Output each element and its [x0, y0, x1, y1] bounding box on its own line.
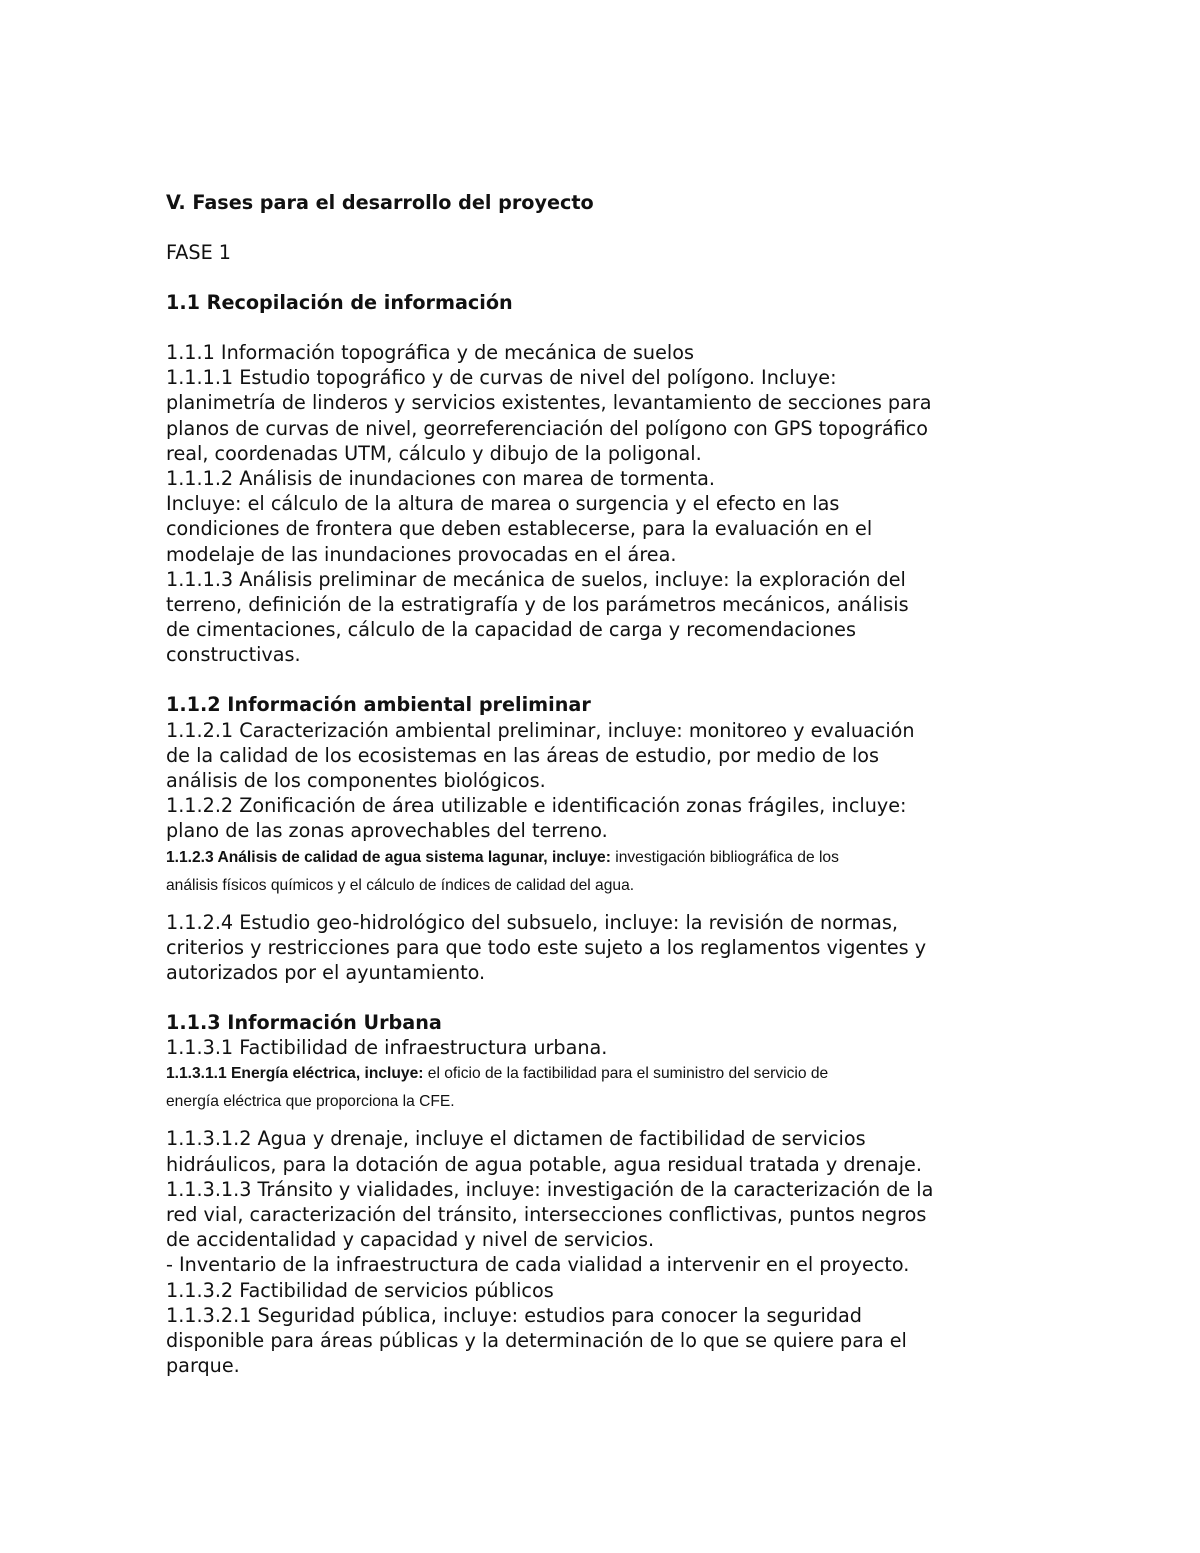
section-1-1-1-2-paragraph [166, 466, 1046, 567]
text-line: 1.1.2.1 Caracterización ambiental preliminar, incluye: monitoreo y evaluación [166, 718, 915, 742]
line-rest: el oficio de la factibilidad para el suministro del servicio de [423, 1065, 829, 1083]
text-line: autorizados por el ayuntamiento. [166, 961, 486, 985]
section-1-1-3-1-3-paragraph [166, 1177, 1046, 1278]
text-line: de cimentaciones, cálculo de la capacidad de carga y recomendaciones [166, 618, 856, 642]
text-line: plano de las zonas aprovechables del terreno. [166, 819, 608, 843]
text-line: 1.1.2.2 Zonificación de área utilizable e identificación zonas frágiles, incluye: [166, 794, 907, 818]
section-1-1-3-2-heading: 1.1.3.2 Factibilidad de servicios públicos [166, 1278, 554, 1302]
section-1-1-3-1-heading: 1.1.3.1 Factibilidad de infraestructura urbana. [166, 1036, 608, 1060]
text-line: terreno, definición de la estratigrafía y de los parámetros mecánicos, análisis [166, 593, 909, 617]
section-1-1-3-2-1-paragraph [166, 1303, 1046, 1379]
text-line: 1.1.3.2.1 Seguridad pública, incluye: estudios para conocer la seguridad [166, 1303, 862, 1327]
bold-lead: 1.1.3.1.1 Energía eléctrica, incluye: [166, 1065, 424, 1083]
line-rest: investigación bibliográfica de los [610, 848, 839, 866]
text-line: 1.1.1.1 Estudio topográfico y de curvas de nivel del polígono. Incluye: [166, 366, 837, 390]
text-line: - Inventario de la infraestructura de cada vialidad a intervenir en el proyecto. [166, 1253, 910, 1277]
text-line: constructivas. [166, 643, 301, 667]
text-line: parque. [166, 1354, 240, 1378]
text-line: disponible para áreas públicas y la determinación de lo que se quiere para el [166, 1329, 907, 1353]
section-1-1-2-3-paragraph [166, 844, 1046, 900]
bold-lead: 1.1.2.3 Análisis de calidad de agua sistema lagunar, incluye: [166, 848, 611, 866]
text-line: 1.1.1.2 Análisis de inundaciones con marea de tormenta. [166, 467, 715, 491]
section-1-1-2-4-paragraph [166, 910, 1046, 986]
text-line: energía eléctrica que proporciona la CFE. [166, 1093, 455, 1111]
text-line: 1.1.3.1.3 Tránsito y vialidades, incluye: investigación de la caracterización de la [166, 1177, 934, 1201]
text-line: modelaje de las inundaciones provocadas en el área. [166, 542, 677, 566]
section-1-1-1-heading: 1.1.1 Información topográfica y de mecánica de suelos [166, 341, 694, 364]
text-line: 1.1.2.4 Estudio geo-hidrológico del subsuelo, incluye: la revisión de normas, [166, 910, 899, 934]
text-line: análisis físicos químicos y el cálculo de índices de calidad del agua. [166, 876, 635, 894]
text-line: planos de curvas de nivel, georreferenciación del polígono con GPS topográfico [166, 416, 929, 440]
phase-heading: FASE 1 [166, 241, 232, 264]
section-1-1-3-1-1-paragraph [166, 1060, 1046, 1116]
text-line [166, 844, 1046, 872]
text-line: 1.1.3.1.2 Agua y drenaje, incluye el dictamen de factibilidad de servicios [166, 1127, 866, 1151]
text-line: Incluye: el cálculo de la altura de marea o surgencia y el efecto en las [166, 492, 840, 516]
text-line: condiciones de frontera que deben establecerse, para la evaluación en el [166, 517, 873, 541]
text-line: análisis de los componentes biológicos. [166, 769, 546, 793]
section-1-1-3-1-2-paragraph [166, 1126, 1046, 1176]
text-line: 1.1.1.3 Análisis preliminar de mecánica de suelos, incluye: la exploración del [166, 567, 906, 591]
text-line: planimetría de linderos y servicios existentes, levantamiento de secciones para [166, 391, 932, 415]
text-line: criterios y restricciones para que todo este sujeto a los reglamentos vigentes y [166, 935, 927, 959]
text-line: red vial, caracterización del tránsito, intersecciones conflictivas, puntos negros [166, 1203, 927, 1227]
section-1-1-1-1-paragraph [166, 365, 1046, 466]
section-1-1-heading: 1.1 Recopilación de información [166, 291, 513, 314]
section-1-1-3-heading: 1.1.3 Información Urbana [166, 1011, 442, 1035]
section-1-1-1-3-paragraph [166, 567, 1046, 668]
text-line [166, 1060, 1046, 1088]
section-1-1-2-1-paragraph [166, 718, 1046, 794]
section-1-1-2-heading: 1.1.2 Información ambiental preliminar [166, 693, 591, 717]
text-line: de accidentalidad y capacidad y nivel de servicios. [166, 1228, 655, 1252]
section-1-1-2-2-paragraph [166, 793, 1046, 843]
document-page [166, 190, 1046, 1379]
text-line: real, coordenadas UTM, cálculo y dibujo de la poligonal. [166, 441, 702, 465]
document-title: V. Fases para el desarrollo del proyecto [166, 191, 594, 214]
text-line: hidráulicos, para la dotación de agua potable, agua residual tratada y drenaje. [166, 1152, 922, 1176]
text-line: de la calidad de los ecosistemas en las áreas de estudio, por medio de los [166, 743, 880, 767]
